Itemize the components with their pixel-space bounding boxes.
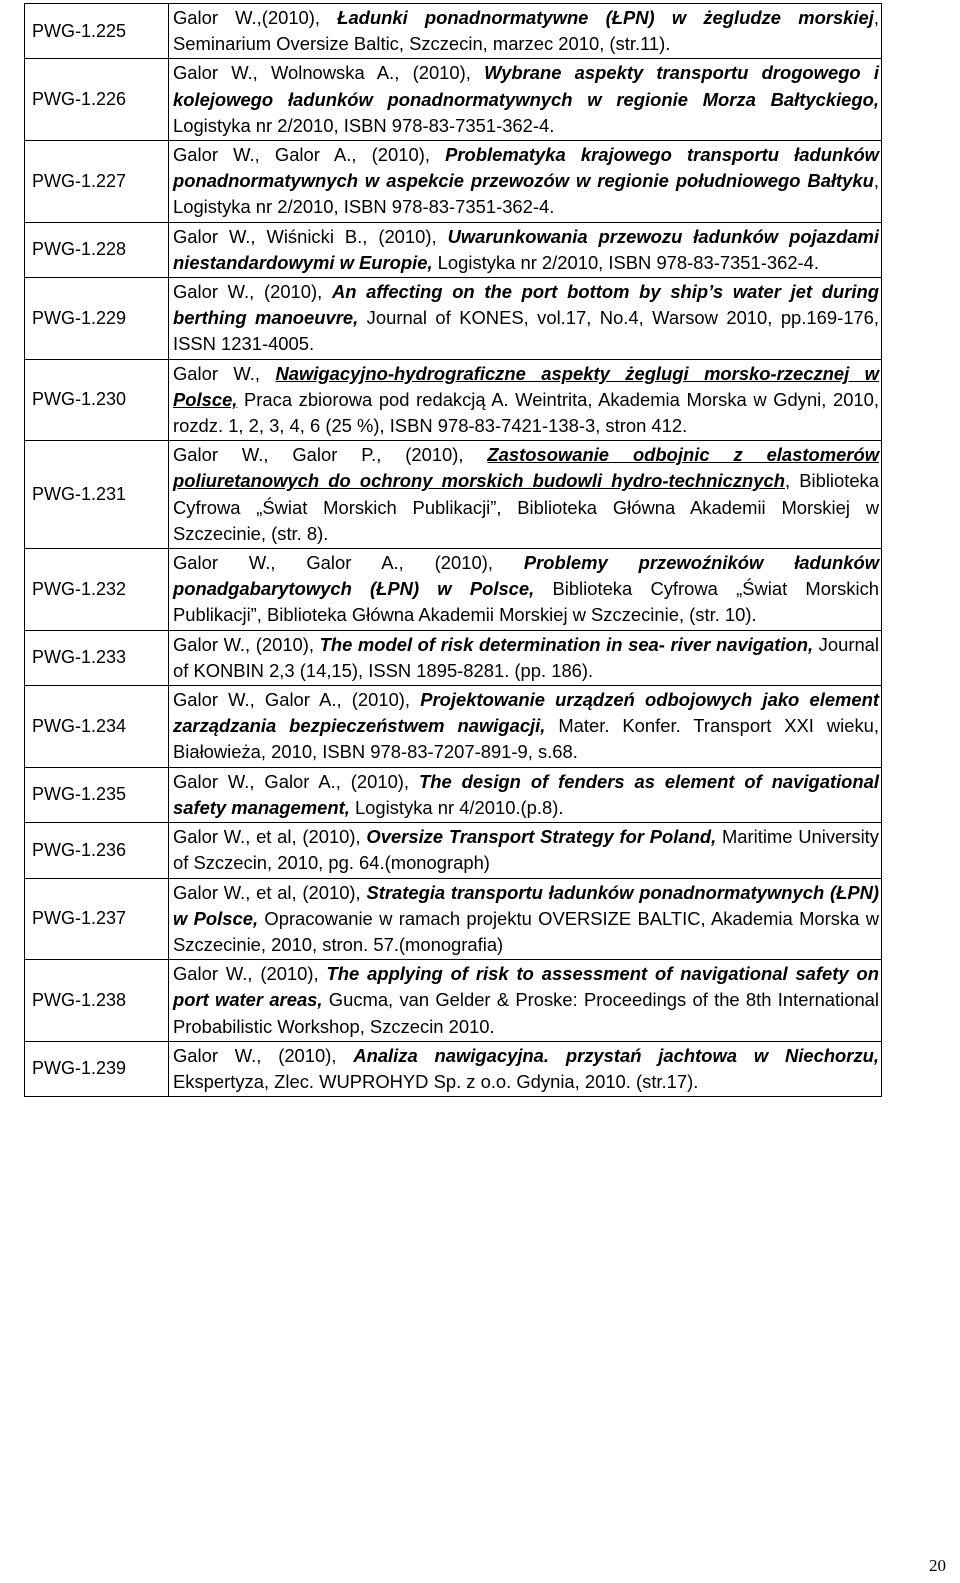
- entry-code: PWG-1.230: [25, 359, 169, 441]
- bibliography-entry: [25, 222, 882, 277]
- entry-code: PWG-1.231: [25, 441, 169, 549]
- entry-authors: Galor W., et al, (2010),: [173, 881, 367, 903]
- entry-source: Biblioteka Cyfrowa „Świat Morskich Publikacji”, Biblioteka Główna Akademii Morskiej w Szczecinie, (str. 10).: [173, 578, 880, 626]
- entry-authors: Galor W., Galor A., (2010),: [173, 552, 524, 574]
- entry-code: PWG-1.226: [25, 59, 169, 141]
- entry-citation: [169, 823, 882, 878]
- entry-authors: Galor W., (2010),: [173, 281, 332, 303]
- bibliography-entry: [25, 767, 882, 822]
- bibliography-entry: [25, 359, 882, 441]
- entry-source: Journal of KONBIN 2,3 (14,15), ISSN 1895-8281. (pp. 186).: [173, 633, 879, 681]
- entry-code: PWG-1.232: [25, 549, 169, 631]
- entry-citation: [169, 222, 882, 277]
- entry-source: Mater. Konfer. Transport XXI wieku, Białowieża, 2010, ISBN 978-83-7207-891-9, s.68.: [173, 715, 879, 763]
- entry-authors: Galor W., (2010),: [173, 963, 327, 985]
- entry-authors: Galor W., Wiśnicki B., (2010),: [173, 225, 448, 247]
- entry-title: The design of fenders as element of navigational safety management,: [173, 770, 879, 818]
- entry-title: Oversize Transport Strategy for Poland,: [366, 826, 717, 848]
- entry-citation: [169, 4, 882, 59]
- entry-citation: [169, 359, 882, 441]
- entry-source: Praca zbiorowa pod redakcją A. Weintrita, Akademia Morska w Gdyni, 2010, rozdz. 1, 2, 3, 4, 6 (25 %), ISBN 978-83-7421-138-3, stron 412.: [173, 388, 879, 437]
- entry-citation: [169, 878, 882, 960]
- entry-code: PWG-1.237: [25, 878, 169, 960]
- entry-title: The applying of risk to assessment of navigational safety on port water areas,: [173, 963, 879, 1011]
- entry-source: Gucma, van Gelder & Proske: Proceedings of the 8th International Probabilistic Workshop, Szczecin 2010.: [173, 989, 879, 1037]
- entry-source: , Biblioteka Cyfrowa „Świat Morskich Publikacji”, Biblioteka Główna Akademii Morskiej w Szczecinie, (str. 8).: [173, 470, 879, 544]
- entry-source: Opracowanie w ramach projektu OVERSIZE BALTIC, Akademia Morska w Szczecinie, 2010, stron. 57.(monografia): [173, 907, 879, 955]
- entry-code: PWG-1.236: [25, 823, 169, 878]
- entry-title: Wybrane aspekty transportu drogowego i kolejowego ładunków ponadnormatywnych w regionie Morza Bałtyckiego,: [173, 62, 879, 110]
- bibliography-entry: [25, 1041, 882, 1096]
- bibliography-table: [24, 3, 882, 1097]
- entry-code: PWG-1.227: [25, 141, 169, 223]
- entry-code: PWG-1.234: [25, 686, 169, 768]
- entry-citation: [169, 767, 882, 822]
- entry-code: PWG-1.238: [25, 960, 169, 1042]
- entry-citation: [169, 686, 882, 768]
- entry-citation: [169, 960, 882, 1042]
- entry-citation: [169, 1041, 882, 1096]
- entry-citation: [169, 278, 882, 360]
- entry-title: Ładunki ponadnormatywne (ŁPN) w żegludze morskiej: [337, 7, 874, 28]
- entry-title: Analiza nawigacyjna. przystań jachtowa w Niechorzu,: [353, 1044, 879, 1066]
- entry-title: Problematyka krajowego transportu ładunków ponadnormatywnych w aspekcie przewozów w regionie południowego Bałtyku: [173, 144, 879, 192]
- bibliography-entry: [25, 549, 882, 631]
- entry-authors: Galor W.,(2010),: [173, 7, 338, 28]
- entry-title: Projektowanie urządzeń odbojowych jako element zarządzania bezpieczeństwem nawigacji,: [173, 689, 879, 737]
- entry-title: Nawigacyjno-hydrograficzne aspekty żeglugi morsko-rzecznej w Polsce,: [173, 362, 879, 410]
- entry-authors: Galor W., Galor A., (2010),: [173, 689, 421, 711]
- entry-code: PWG-1.229: [25, 278, 169, 360]
- page-number: 20: [929, 1556, 946, 1575]
- entry-citation: [169, 441, 882, 549]
- bibliography-entry: [25, 686, 882, 768]
- entry-authors: Galor W., Wolnowska A., (2010),: [173, 62, 485, 84]
- entry-code: PWG-1.228: [25, 222, 169, 277]
- entry-authors: Galor W.,: [173, 362, 276, 384]
- entry-source: , Logistyka nr 2/2010, ISBN 978-83-7351-362-4.: [173, 170, 879, 218]
- entry-source: Journal of KONES, vol.17, No.4, Warsow 2010, pp.169-176, ISSN 1231-4005.: [173, 307, 879, 355]
- entry-title: Strategia transportu ładunków ponadnormatywnych (ŁPN) w Polsce,: [173, 881, 879, 929]
- entry-authors: Galor W., et al, (2010),: [173, 826, 367, 848]
- entry-title: Zastosowanie odbojnic z elastomerów poliuretanowych do ochrony morskich budowli hydro-technicznych: [173, 444, 879, 492]
- bibliography-entry: [25, 960, 882, 1042]
- entry-citation: [169, 630, 882, 685]
- entry-code: PWG-1.225: [25, 4, 169, 59]
- bibliography-entry: [25, 878, 882, 960]
- bibliography-entry: [25, 278, 882, 360]
- entry-authors: Galor W., Galor P., (2010),: [173, 444, 488, 466]
- entry-authors: Galor W., Galor A., (2010),: [173, 770, 419, 792]
- entry-source: , Seminarium Oversize Baltic, Szczecin, marzec 2010, (str.11).: [173, 7, 879, 55]
- entry-authors: Galor W., Galor A., (2010),: [173, 144, 446, 166]
- entry-authors: Galor W., (2010),: [173, 1044, 354, 1066]
- entry-title: Problemy przewoźników ładunków ponadgabarytowych (ŁPN) w Polsce,: [173, 552, 879, 600]
- entry-code: PWG-1.233: [25, 630, 169, 685]
- entry-authors: Galor W., (2010),: [173, 633, 320, 655]
- entry-title: An affecting on the port bottom by ship’s water jet during berthing manoeuvre,: [173, 281, 879, 329]
- bibliography-entry: [25, 59, 882, 141]
- entry-citation: [169, 59, 882, 141]
- bibliography-entry: [25, 823, 882, 878]
- bibliography-entry: [25, 441, 882, 549]
- entry-code: PWG-1.239: [25, 1041, 169, 1096]
- entry-title: Uwarunkowania przewozu ładunków pojazdami niestandardowymi w Europie,: [173, 225, 880, 273]
- entry-source: Logistyka nr 2/2010, ISBN 978-83-7351-362-4.: [432, 251, 820, 273]
- entry-source: Ekspertyza, Zlec. WUPROHYD Sp. z o.o. Gdynia, 2010. (str.17).: [173, 1070, 699, 1092]
- bibliography-entry: [25, 4, 882, 59]
- entry-title: The model of risk determination in sea- river navigation,: [319, 633, 814, 655]
- bibliography-entry: [25, 630, 882, 685]
- entry-citation: [169, 549, 882, 631]
- entry-citation: [169, 141, 882, 223]
- bibliography-entry: [25, 141, 882, 223]
- entry-source: Maritime University of Szczecin, 2010, pg. 64.(monograph): [173, 826, 879, 874]
- bibliography-rows: [25, 4, 882, 1097]
- entry-code: PWG-1.235: [25, 767, 169, 822]
- entry-source: Logistyka nr 2/2010, ISBN 978-83-7351-362-4.: [173, 114, 555, 136]
- entry-source: Logistyka nr 4/2010.(p.8).: [349, 796, 564, 818]
